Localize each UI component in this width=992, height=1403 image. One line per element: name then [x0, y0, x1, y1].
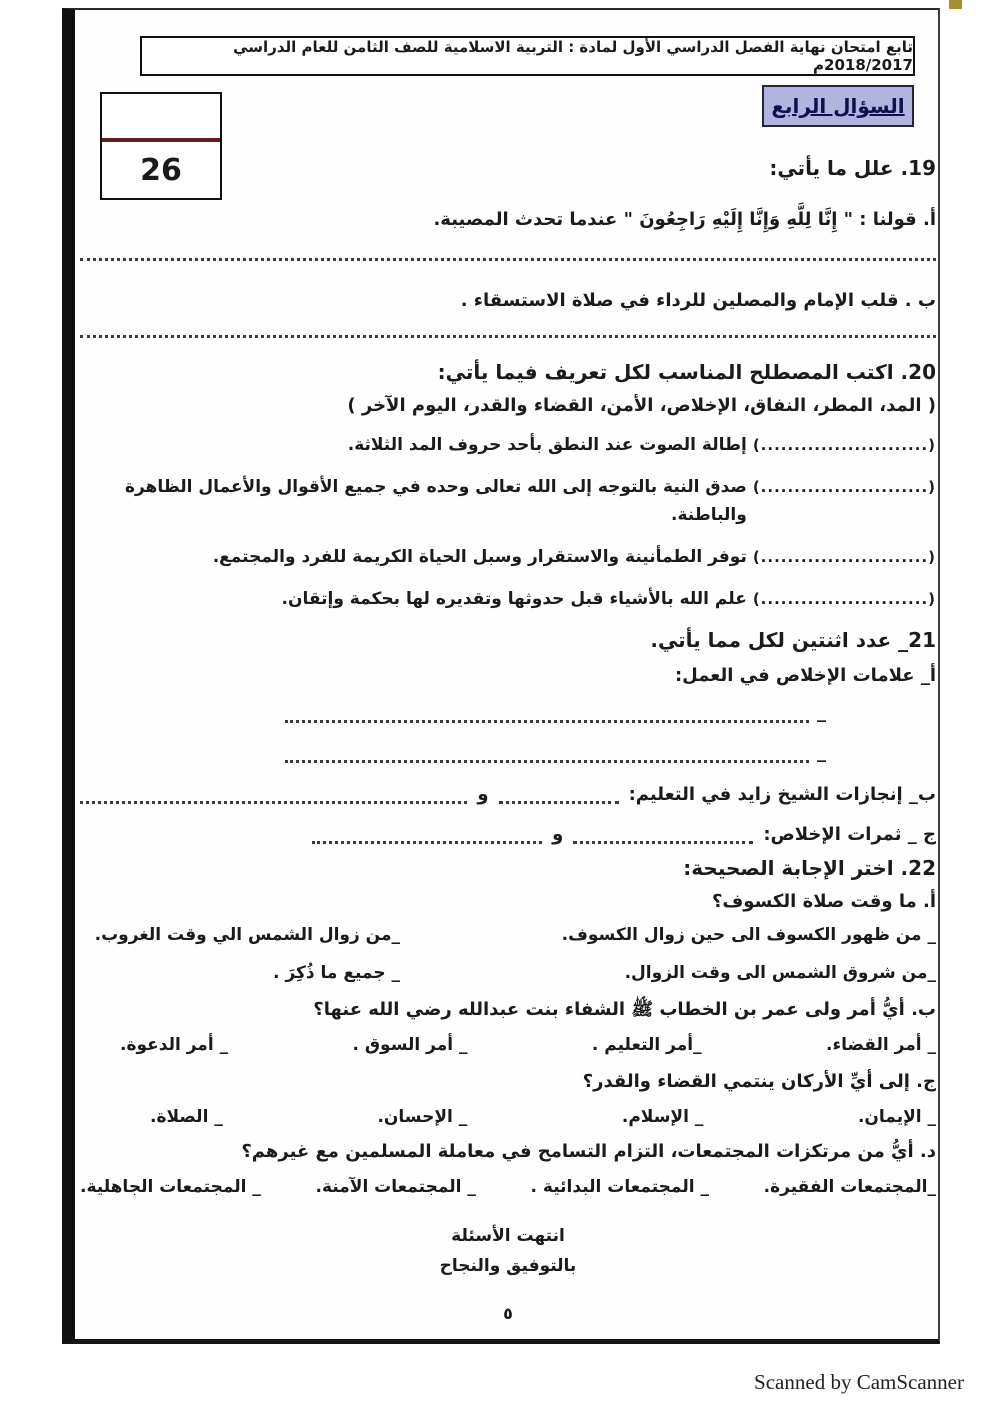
q20-def-row [80, 585, 936, 613]
q20-def-text: علم الله بالأشياء قبل حدوثها وتقديره لها بحكمة وإتقان. [281, 589, 747, 609]
q22-b-options [80, 1033, 936, 1057]
q22-option: _ أمر السوق . [352, 1035, 468, 1055]
answer-dotted-line [285, 716, 809, 723]
scan-corner-artifact [949, 0, 962, 9]
q20-definitions [80, 431, 936, 613]
q22-option: _ أمر القضاء. [826, 1035, 936, 1055]
q21-answer-line [285, 741, 826, 763]
q20-title: 20. اكتب المصطلح المناسب لكل تعريف فيما يأتي: [437, 360, 936, 384]
q20-def-text: صدق النية بالتوجه إلى الله تعالى وحده في جميع الأقوال والأعمال الظاهرة والباطنة. [124, 477, 747, 525]
q22-b-question: ب. أيُّ أمر ولى عمر بن الخطاب ﷺ الشفاء بنت عبدالله رضي الله عنها؟ [313, 999, 936, 1020]
q21-a-label: أ_ علامات الإخلاص في العمل: [674, 665, 936, 686]
q22-option: _ الإسلام. [621, 1107, 704, 1127]
q22-option: _من زوال الشمس الي وقت الغروب. [94, 925, 400, 945]
q22-option: _ الصلاة. [150, 1107, 223, 1127]
q21-c-label: ج _ ثمرات الإخلاص: [763, 824, 936, 845]
q22-option: _ جميع ما ذُكِرَ . [273, 963, 400, 983]
q19-item-b: ب . قلب الإمام والمصلين للرداء في صلاة الاستسقاء . [460, 290, 936, 311]
q22-d-question: د. أيُّ من مرتكزات المجتمعات، التزام التسامح في معاملة المسلمين مع غيرهم؟ [241, 1141, 936, 1162]
exam-content [80, 155, 936, 1326]
answer-blank: (.........................) [752, 548, 936, 566]
answer-dotted-line [312, 837, 542, 844]
end-of-questions: انتهت الأسئلة [451, 1226, 565, 1246]
q22-c-options [80, 1105, 936, 1129]
q22-title: 22. اختر الإجابة الصحيحة: [683, 856, 936, 880]
q22-d-options [80, 1175, 936, 1199]
q20-word-bank: ( المد، المطر، النفاق، الإخلاص، الأمن، القضاء والقدر، اليوم الآخر ) [347, 395, 936, 416]
page-number: ٥ [503, 1304, 513, 1323]
q22-option: _أمر التعليم . [591, 1035, 702, 1055]
answer-dotted-line [80, 335, 936, 338]
q22-option: _المجتمعات الفقيرة. [763, 1177, 936, 1197]
q22-option: _ المجتمعات الآمنة. [315, 1177, 476, 1197]
and-separator: و [552, 824, 564, 845]
q22-c-question: ج. إلى أيِّ الأركان ينتمي القضاء والقدر؟ [582, 1071, 936, 1092]
answer-blank: (.........................) [752, 590, 936, 608]
q22-option: _ الإحسان. [377, 1107, 468, 1127]
q20-def-row [80, 543, 936, 571]
q22-option: _ المجتمعات البدائية . [530, 1177, 709, 1197]
exam-title: تابع امتحان نهاية الفصل الدراسي الأول لمادة : التربية الاسلامية للصف الثامن للعام الدراسي 2018/2017م [233, 38, 913, 74]
answer-dotted-line [285, 756, 809, 763]
question-four-label: السؤال الرابع [771, 94, 905, 118]
answer-dotted-line [499, 797, 619, 804]
exam-header-box [140, 36, 915, 76]
q19-title: 19. علل ما يأتي: [769, 156, 936, 180]
question-four-banner [762, 85, 914, 127]
answer-dash: _ [817, 742, 826, 763]
q22-a-options [80, 923, 936, 985]
marks-value: 26 [140, 152, 182, 188]
answer-dotted-line [80, 258, 936, 261]
q21-a-answers [80, 701, 936, 763]
q22-option: _ المجتمعات الجاهلية. [80, 1177, 261, 1197]
q21-b-row [80, 781, 936, 809]
and-separator: و [477, 784, 489, 805]
q21-c-row [80, 821, 936, 849]
camscanner-credit: Scanned by CamScanner [754, 1370, 964, 1394]
answer-blank: (.........................) [752, 436, 936, 454]
q20-def-row [80, 431, 936, 459]
q21-answer-line [285, 701, 826, 723]
answer-dash: _ [817, 702, 826, 723]
q22-option: _ أمر الدعوة. [120, 1035, 229, 1055]
answer-blank: (.........................) [752, 478, 936, 496]
q22-a-question: أ. ما وقت صلاة الكسوف؟ [711, 891, 936, 912]
answer-dotted-line [80, 797, 467, 804]
q22-option: _من شروق الشمس الى وقت الزوال. [624, 963, 936, 983]
q20-def-row [80, 473, 936, 529]
q20-def-text: إطالة الصوت عند النطق بأحد حروف المد الثلاثة. [347, 435, 747, 455]
q19-item-a: أ. قولنا : " إِنَّا لِلَّهِ وَإِنَّا إِلَيْهِ رَاجِعُونَ " عندما تحدث المصيبة. [433, 209, 936, 230]
q20-def-text: توفر الطمأنينة والاستقرار وسبل الحياة الكريمة للفرد والمجتمع. [212, 547, 747, 567]
good-luck-note: بالتوفيق والنجاح [439, 1256, 577, 1276]
q22-option: _ من ظهور الكسوف الى حين زوال الكسوف. [561, 925, 936, 945]
q22-option: _ الإيمان. [857, 1107, 936, 1127]
q21-b-label: ب_ إنجازات الشيخ زايد في التعليم: [628, 784, 936, 805]
marks-box-top-cell [102, 94, 220, 142]
answer-dotted-line [573, 837, 753, 844]
q21-title: 21_ عدد اثنتين لكل مما يأتي. [650, 628, 936, 652]
